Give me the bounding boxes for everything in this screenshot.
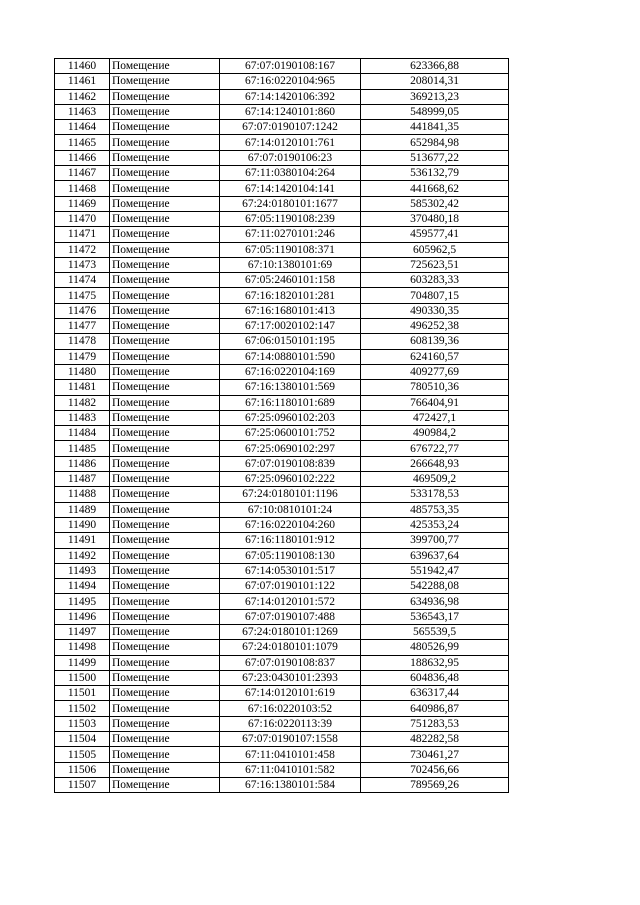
table-row (55, 196, 509, 211)
cadastral-value-cell: 425353,24 (361, 517, 509, 532)
cadastral-number-cell: 67:07:0190107:488 (220, 609, 361, 624)
object-type-cell: Помещение (110, 211, 220, 226)
row-number-cell: 11498 (55, 640, 110, 655)
row-number-cell: 11501 (55, 686, 110, 701)
cadastral-number-cell: 67:23:0430101:2393 (220, 670, 361, 685)
row-number-cell: 11485 (55, 441, 110, 456)
table-row (55, 211, 509, 226)
cadastral-number-cell: 67:14:0120101:572 (220, 594, 361, 609)
cadastral-number-cell: 67:05:1190108:371 (220, 242, 361, 257)
cadastral-value-cell: 623366,88 (361, 59, 509, 74)
object-type-cell: Помещение (110, 89, 220, 104)
row-number-cell: 11468 (55, 181, 110, 196)
table-row (55, 777, 509, 792)
cadastral-number-cell: 67:25:0960102:222 (220, 472, 361, 487)
table-row (55, 120, 509, 135)
row-number-cell: 11502 (55, 701, 110, 716)
object-type-cell: Помещение (110, 563, 220, 578)
row-number-cell: 11466 (55, 150, 110, 165)
cadastral-number-cell: 67:06:0150101:195 (220, 334, 361, 349)
cadastral-value-cell: 542288,08 (361, 579, 509, 594)
object-type-cell: Помещение (110, 227, 220, 242)
cadastral-number-cell: 67:25:0960102:203 (220, 410, 361, 425)
row-number-cell: 11487 (55, 472, 110, 487)
cadastral-number-cell: 67:05:1190108:239 (220, 211, 361, 226)
row-number-cell: 11470 (55, 211, 110, 226)
object-type-cell: Помещение (110, 624, 220, 639)
cadastral-number-cell: 67:16:1180101:689 (220, 395, 361, 410)
cadastral-number-cell: 67:14:0880101:590 (220, 349, 361, 364)
cadastral-number-cell: 67:07:0190107:1558 (220, 732, 361, 747)
table-row (55, 257, 509, 272)
cadastral-number-cell: 67:11:0410101:458 (220, 747, 361, 762)
table-row (55, 747, 509, 762)
row-number-cell: 11496 (55, 609, 110, 624)
cadastral-value-cell: 640986,87 (361, 701, 509, 716)
row-number-cell: 11460 (55, 59, 110, 74)
cadastral-number-cell: 67:07:0190106:23 (220, 150, 361, 165)
row-number-cell: 11471 (55, 227, 110, 242)
cadastral-number-cell: 67:07:0190108:839 (220, 456, 361, 471)
table-row (55, 89, 509, 104)
object-type-cell: Помещение (110, 426, 220, 441)
row-number-cell: 11477 (55, 319, 110, 334)
row-number-cell: 11504 (55, 732, 110, 747)
object-type-cell: Помещение (110, 395, 220, 410)
object-type-cell: Помещение (110, 319, 220, 334)
cadastral-value-cell: 496252,38 (361, 319, 509, 334)
cadastral-value-cell: 513677,22 (361, 150, 509, 165)
object-type-cell: Помещение (110, 150, 220, 165)
row-number-cell: 11479 (55, 349, 110, 364)
cadastral-value-cell: 751283,53 (361, 716, 509, 731)
object-type-cell: Помещение (110, 74, 220, 89)
row-number-cell: 11499 (55, 655, 110, 670)
cadastral-number-cell: 67:25:0600101:752 (220, 426, 361, 441)
object-type-cell: Помещение (110, 533, 220, 548)
table-row (55, 334, 509, 349)
table-row (55, 104, 509, 119)
object-type-cell: Помещение (110, 288, 220, 303)
table-row (55, 640, 509, 655)
table-row (55, 242, 509, 257)
row-number-cell: 11494 (55, 579, 110, 594)
row-number-cell: 11480 (55, 364, 110, 379)
cadastral-number-cell: 67:14:0120101:619 (220, 686, 361, 701)
table-row (55, 288, 509, 303)
table-row (55, 716, 509, 731)
cadastral-number-cell: 67:10:1380101:69 (220, 257, 361, 272)
row-number-cell: 11492 (55, 548, 110, 563)
cadastral-value-cell: 482282,58 (361, 732, 509, 747)
cadastral-number-cell: 67:10:0810101:24 (220, 502, 361, 517)
cadastral-value-cell: 536132,79 (361, 166, 509, 181)
cadastral-value-cell: 441668,62 (361, 181, 509, 196)
row-number-cell: 11500 (55, 670, 110, 685)
cadastral-value-cell: 676722,77 (361, 441, 509, 456)
object-type-cell: Помещение (110, 579, 220, 594)
cadastral-number-cell: 67:07:0190108:837 (220, 655, 361, 670)
table-row (55, 166, 509, 181)
cadastral-number-cell: 67:14:1420104:141 (220, 181, 361, 196)
object-type-cell: Помещение (110, 472, 220, 487)
table-row (55, 609, 509, 624)
cadastral-value-cell: 789569,26 (361, 777, 509, 792)
object-type-cell: Помещение (110, 777, 220, 792)
table-row (55, 426, 509, 441)
row-number-cell: 11462 (55, 89, 110, 104)
row-number-cell: 11484 (55, 426, 110, 441)
table-row (55, 59, 509, 74)
table-row (55, 563, 509, 578)
object-type-cell: Помещение (110, 273, 220, 288)
object-type-cell: Помещение (110, 303, 220, 318)
object-type-cell: Помещение (110, 242, 220, 257)
cadastral-number-cell: 67:16:1380101:569 (220, 380, 361, 395)
row-number-cell: 11507 (55, 777, 110, 792)
table-row (55, 135, 509, 150)
cadastral-value-cell: 652984,98 (361, 135, 509, 150)
table-row (55, 395, 509, 410)
cadastral-number-cell: 67:24:0180101:1677 (220, 196, 361, 211)
cadastral-number-cell: 67:07:0190108:167 (220, 59, 361, 74)
table-row (55, 655, 509, 670)
cadastral-number-cell: 67:05:1190108:130 (220, 548, 361, 563)
row-number-cell: 11482 (55, 395, 110, 410)
table-row (55, 364, 509, 379)
row-number-cell: 11461 (55, 74, 110, 89)
row-number-cell: 11493 (55, 563, 110, 578)
object-type-cell: Помещение (110, 380, 220, 395)
cadastral-value-cell: 639637,64 (361, 548, 509, 563)
object-type-cell: Помещение (110, 441, 220, 456)
row-number-cell: 11465 (55, 135, 110, 150)
cadastral-number-cell: 67:24:0180101:1269 (220, 624, 361, 639)
row-number-cell: 11472 (55, 242, 110, 257)
cadastral-number-cell: 67:07:0190101:122 (220, 579, 361, 594)
row-number-cell: 11478 (55, 334, 110, 349)
cadastral-number-cell: 67:17:0020102:147 (220, 319, 361, 334)
object-type-cell: Помещение (110, 120, 220, 135)
object-type-cell: Помещение (110, 747, 220, 762)
cadastral-value-cell: 766404,91 (361, 395, 509, 410)
table-row (55, 487, 509, 502)
cadastral-value-cell: 565539,5 (361, 624, 509, 639)
cadastral-value-cell: 399700,77 (361, 533, 509, 548)
object-type-cell: Помещение (110, 59, 220, 74)
row-number-cell: 11476 (55, 303, 110, 318)
table-row (55, 456, 509, 471)
cadastral-number-cell: 67:14:0530101:517 (220, 563, 361, 578)
cadastral-number-cell: 67:05:2460101:158 (220, 273, 361, 288)
table-row (55, 319, 509, 334)
cadastral-number-cell: 67:16:0220103:52 (220, 701, 361, 716)
cadastral-number-cell: 67:16:0220104:169 (220, 364, 361, 379)
table-row (55, 150, 509, 165)
cadastral-value-cell: 603283,33 (361, 273, 509, 288)
cadastral-value-cell: 459577,41 (361, 227, 509, 242)
cadastral-value-cell: 608139,36 (361, 334, 509, 349)
table-row (55, 670, 509, 685)
row-number-cell: 11463 (55, 104, 110, 119)
row-number-cell: 11473 (55, 257, 110, 272)
table-row (55, 762, 509, 777)
cadastral-value-cell: 441841,35 (361, 120, 509, 135)
row-number-cell: 11490 (55, 517, 110, 532)
table-row (55, 624, 509, 639)
object-type-cell: Помещение (110, 456, 220, 471)
cadastral-number-cell: 67:07:0190107:1242 (220, 120, 361, 135)
table-row (55, 579, 509, 594)
row-number-cell: 11481 (55, 380, 110, 395)
cadastral-value-cell: 536543,17 (361, 609, 509, 624)
object-type-cell: Помещение (110, 196, 220, 211)
row-number-cell: 11503 (55, 716, 110, 731)
object-type-cell: Помещение (110, 670, 220, 685)
cadastral-value-cell: 634936,98 (361, 594, 509, 609)
object-type-cell: Помещение (110, 166, 220, 181)
cadastral-value-cell: 730461,27 (361, 747, 509, 762)
object-type-cell: Помещение (110, 640, 220, 655)
object-type-cell: Помещение (110, 104, 220, 119)
table-row (55, 303, 509, 318)
object-type-cell: Помещение (110, 135, 220, 150)
object-type-cell: Помещение (110, 686, 220, 701)
cadastral-value-cell: 624160,57 (361, 349, 509, 364)
table-row (55, 594, 509, 609)
row-number-cell: 11469 (55, 196, 110, 211)
object-type-cell: Помещение (110, 762, 220, 777)
object-type-cell: Помещение (110, 609, 220, 624)
table-row (55, 517, 509, 532)
table-row (55, 74, 509, 89)
cadastral-value-cell: 533178,53 (361, 487, 509, 502)
table-row (55, 502, 509, 517)
cadastral-value-cell: 409277,69 (361, 364, 509, 379)
cadastral-number-cell: 67:16:1820101:281 (220, 288, 361, 303)
cadastral-number-cell: 67:14:1240101:860 (220, 104, 361, 119)
table-row (55, 181, 509, 196)
cadastral-value-cell: 604836,48 (361, 670, 509, 685)
cadastral-number-cell: 67:16:1180101:912 (220, 533, 361, 548)
cadastral-number-cell: 67:16:0220113:39 (220, 716, 361, 731)
table-row (55, 701, 509, 716)
object-type-cell: Помещение (110, 181, 220, 196)
object-type-cell: Помещение (110, 701, 220, 716)
cadastral-value-cell: 704807,15 (361, 288, 509, 303)
cadastral-number-cell: 67:11:0380104:264 (220, 166, 361, 181)
object-type-cell: Помещение (110, 257, 220, 272)
object-type-cell: Помещение (110, 410, 220, 425)
cadastral-value-cell: 208014,31 (361, 74, 509, 89)
row-number-cell: 11467 (55, 166, 110, 181)
cadastral-number-cell: 67:11:0410101:582 (220, 762, 361, 777)
cadastral-number-cell: 67:16:0220104:965 (220, 74, 361, 89)
object-type-cell: Помещение (110, 732, 220, 747)
row-number-cell: 11486 (55, 456, 110, 471)
cadastral-value-cell: 480526,99 (361, 640, 509, 655)
row-number-cell: 11475 (55, 288, 110, 303)
row-number-cell: 11464 (55, 120, 110, 135)
row-number-cell: 11491 (55, 533, 110, 548)
object-type-cell: Помещение (110, 548, 220, 563)
cadastral-value-cell: 551942,47 (361, 563, 509, 578)
row-number-cell: 11483 (55, 410, 110, 425)
row-number-cell: 11495 (55, 594, 110, 609)
cadastral-value-cell: 548999,05 (361, 104, 509, 119)
cadastral-number-cell: 67:16:0220104:260 (220, 517, 361, 532)
cadastral-value-cell: 725623,51 (361, 257, 509, 272)
row-number-cell: 11506 (55, 762, 110, 777)
row-number-cell: 11488 (55, 487, 110, 502)
table-row (55, 732, 509, 747)
row-number-cell: 11497 (55, 624, 110, 639)
table-row (55, 533, 509, 548)
object-type-cell: Помещение (110, 334, 220, 349)
cadastral-number-cell: 67:24:0180101:1196 (220, 487, 361, 502)
table-row (55, 349, 509, 364)
table-row (55, 686, 509, 701)
cadastral-value-cell: 266648,93 (361, 456, 509, 471)
cadastral-value-cell: 369213,23 (361, 89, 509, 104)
cadastral-number-cell: 67:11:0270101:246 (220, 227, 361, 242)
cadastral-value-cell: 702456,66 (361, 762, 509, 777)
row-number-cell: 11489 (55, 502, 110, 517)
object-type-cell: Помещение (110, 349, 220, 364)
cadastral-value-cell: 636317,44 (361, 686, 509, 701)
cadastral-number-cell: 67:14:1420106:392 (220, 89, 361, 104)
object-type-cell: Помещение (110, 364, 220, 379)
object-type-cell: Помещение (110, 487, 220, 502)
table-row (55, 410, 509, 425)
cadastral-number-cell: 67:16:1680101:413 (220, 303, 361, 318)
cadastral-value-cell: 469509,2 (361, 472, 509, 487)
table-row (55, 441, 509, 456)
cadastral-number-cell: 67:16:1380101:584 (220, 777, 361, 792)
cadastral-value-cell: 370480,18 (361, 211, 509, 226)
property-table (54, 58, 509, 793)
cadastral-number-cell: 67:14:0120101:761 (220, 135, 361, 150)
row-number-cell: 11505 (55, 747, 110, 762)
cadastral-value-cell: 188632,95 (361, 655, 509, 670)
cadastral-value-cell: 472427,1 (361, 410, 509, 425)
table-row (55, 472, 509, 487)
cadastral-value-cell: 490984,2 (361, 426, 509, 441)
table-row (55, 548, 509, 563)
table-row (55, 273, 509, 288)
cadastral-value-cell: 605962,5 (361, 242, 509, 257)
table-row (55, 380, 509, 395)
row-number-cell: 11474 (55, 273, 110, 288)
object-type-cell: Помещение (110, 716, 220, 731)
object-type-cell: Помещение (110, 502, 220, 517)
table-row (55, 227, 509, 242)
property-table-body (55, 59, 509, 793)
cadastral-value-cell: 490330,35 (361, 303, 509, 318)
cadastral-number-cell: 67:24:0180101:1079 (220, 640, 361, 655)
cadastral-value-cell: 585302,42 (361, 196, 509, 211)
cadastral-value-cell: 485753,35 (361, 502, 509, 517)
cadastral-value-cell: 780510,36 (361, 380, 509, 395)
object-type-cell: Помещение (110, 594, 220, 609)
object-type-cell: Помещение (110, 517, 220, 532)
cadastral-number-cell: 67:25:0690102:297 (220, 441, 361, 456)
object-type-cell: Помещение (110, 655, 220, 670)
